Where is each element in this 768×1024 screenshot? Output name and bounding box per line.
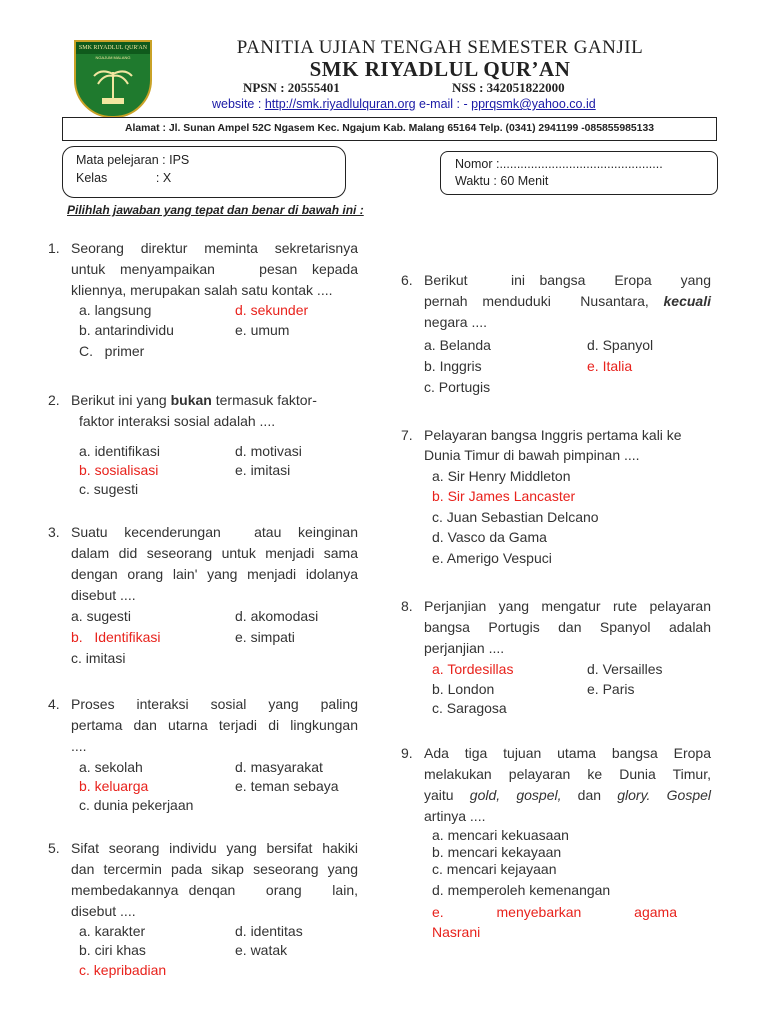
- q5-option-b[interactable]: b. ciri khas: [79, 942, 146, 958]
- q1-line: kliennya, merupakan salah satu kontak ....: [71, 282, 333, 298]
- q9-option-d[interactable]: d. memperoleh kemenangan: [432, 882, 611, 898]
- q4-number: 4.: [48, 696, 60, 712]
- q9-number: 9.: [401, 745, 413, 761]
- q6-option-e[interactable]: e. Italia: [587, 358, 633, 374]
- q5-option-d[interactable]: d. identitas: [235, 923, 303, 939]
- q8-option-d[interactable]: d. Versailles: [587, 661, 663, 677]
- q1-number: 1.: [48, 240, 60, 256]
- logo-text: SMK RIYADLUL QUR'AN: [76, 42, 150, 54]
- committee-title: PANITIA UJIAN TENGAH SEMESTER GANJIL: [236, 37, 644, 58]
- q9-line: melakukan pelayaran ke Dunia Timur,: [424, 766, 711, 782]
- q2-number: 2.: [48, 392, 60, 408]
- q3-line: Suatu kecenderungan atau keinginan: [71, 524, 358, 540]
- q3-number: 3.: [48, 524, 60, 540]
- q7-line: Pelayaran bangsa Inggris pertama kali ke: [424, 427, 682, 443]
- q3-option-b[interactable]: b. Identifikasi: [71, 629, 161, 645]
- q1-option-e[interactable]: e. umum: [235, 322, 290, 338]
- q8-option-b[interactable]: b. London: [432, 681, 495, 697]
- q6-line: Berikut ini bangsa Eropa yang: [424, 272, 711, 288]
- q2-line: [71, 392, 317, 408]
- q6-text: pernah menduduki Nusantara,: [424, 293, 664, 309]
- q5-line: Sifat seorang individu yang bersifat hakiki: [71, 840, 358, 856]
- q9-line: Ada tiga tujuan utama bangsa Eropa: [424, 745, 711, 761]
- email-label: e-mail : -: [415, 97, 472, 111]
- q8-line: bangsa Portugis dan Spanyol adalah: [424, 619, 711, 635]
- logo-subtext: NGAJUM MALANG: [95, 55, 131, 60]
- q9-option-a[interactable]: a. mencari kekuasaan: [432, 827, 569, 843]
- q7-option-a[interactable]: a. Sir Henry Middleton: [432, 468, 571, 484]
- q6-emphasis: kecuali: [663, 293, 711, 309]
- q9-option-b[interactable]: b. mencari kekayaan: [432, 844, 562, 860]
- q4-option-b[interactable]: b. keluarga: [79, 778, 149, 794]
- q2-text: Berikut ini yang: [71, 392, 171, 408]
- q1-option-a[interactable]: a. langsung: [79, 302, 152, 318]
- q2-option-b[interactable]: b. sosialisasi: [79, 462, 159, 478]
- q4-line: pertama dan utarna terjadi di lingkungan: [71, 717, 358, 733]
- address-bar: Alamat : Jl. Sunan Ampel 52C Ngasem Kec. Ngajum Kab. Malang 65164 Telp. (0341) 2941199 -085855985133: [62, 117, 717, 141]
- q7-line: Dunia Timur di bawah pimpinan ....: [424, 447, 640, 463]
- npsn: NPSN : 20555401: [243, 80, 340, 95]
- q3-line: disebut ....: [71, 587, 136, 603]
- q7-option-d[interactable]: d. Vasco da Gama: [432, 529, 547, 545]
- q3-line: dalam did seseorang untuk menjadi sama: [71, 545, 358, 561]
- q9-line: artinya ....: [424, 808, 486, 824]
- q6-number: 6.: [401, 272, 413, 288]
- website-link[interactable]: http://smk.riyadlulquran.org: [264, 97, 416, 111]
- q5-line: dan tercermin pada sikap seseorang yang: [71, 861, 358, 877]
- instruction: Pilihlah jawaban yang tepat dan benar di bawah ini :: [67, 203, 364, 217]
- email-link[interactable]: pprqsmk@yahoo.co.id: [471, 97, 596, 111]
- q8-option-c[interactable]: c. Saragosa: [432, 700, 507, 716]
- q2-option-a[interactable]: a. identifikasi: [79, 443, 160, 459]
- q9-option-e[interactable]: e. menyebarkan agama: [432, 904, 677, 920]
- q3-option-c[interactable]: c. imitasi: [71, 650, 126, 666]
- q9-option-c[interactable]: c. mencari kejayaan: [432, 861, 557, 877]
- q8-option-a[interactable]: a. Tordesillas: [432, 661, 514, 677]
- q2-line: faktor interaksi sosial adalah ....: [79, 413, 276, 429]
- palm-emblem-icon: [86, 60, 140, 110]
- q2-option-c[interactable]: c. sugesti: [79, 481, 139, 497]
- q1-line: Seorang direktur meminta sekretarisnya: [71, 240, 358, 256]
- time-label: Waktu : 60 Menit: [455, 174, 549, 188]
- q5-number: 5.: [48, 840, 60, 856]
- number-field: Nomor :...............................................: [455, 157, 663, 171]
- q6-line: negara ....: [424, 314, 488, 330]
- q9-line: [424, 787, 711, 803]
- q3-option-e[interactable]: e. simpati: [235, 629, 295, 645]
- website-label: website :: [212, 97, 265, 111]
- q2-text: termasuk faktor-: [211, 392, 317, 408]
- q9-text: yaitu: [424, 787, 470, 803]
- q1-line: untuk menyampaikan pesan kepada: [71, 261, 358, 277]
- q2-option-e[interactable]: e. imitasi: [235, 462, 291, 478]
- school-name: SMK RIYADLUL QUR’AN: [309, 57, 571, 81]
- q7-option-b[interactable]: b. Sir James Lancaster: [432, 488, 576, 504]
- q2-option-d[interactable]: d. motivasi: [235, 443, 302, 459]
- q1-option-c[interactable]: C. primer: [79, 343, 145, 359]
- q9-italic: glory. Gospel: [617, 787, 711, 803]
- q4-line: Proses interaksi sosial yang paling: [71, 696, 358, 712]
- q6-option-b[interactable]: b. Inggris: [424, 358, 482, 374]
- subject-label: Mata pelejaran : IPS: [76, 153, 190, 167]
- q5-line: membedakannya denqan orang lain,: [71, 882, 358, 898]
- q8-line: perjanjian ....: [424, 640, 505, 656]
- contact-line: [212, 97, 596, 111]
- q9-italic: gold, gospel,: [469, 787, 562, 803]
- q4-option-c[interactable]: c. dunia pekerjaan: [79, 797, 194, 813]
- q4-option-e[interactable]: e. teman sebaya: [235, 778, 339, 794]
- q5-option-c[interactable]: c. kepribadian: [79, 962, 167, 978]
- q4-option-a[interactable]: a. sekolah: [79, 759, 143, 775]
- q3-line: dengan orang lain' yang menjadi idolanya: [71, 566, 358, 582]
- q1-option-b[interactable]: b. antarindividu: [79, 322, 174, 338]
- q7-option-e[interactable]: e. Amerigo Vespuci: [432, 550, 552, 566]
- q7-number: 7.: [401, 427, 413, 443]
- q5-line: disebut ....: [71, 903, 136, 919]
- q4-line: ....: [71, 738, 87, 754]
- q2-emphasis: bukan: [170, 392, 212, 408]
- q9-text: dan: [561, 787, 618, 803]
- q3-option-d[interactable]: d. akomodasi: [235, 608, 319, 624]
- q8-option-e[interactable]: e. Paris: [587, 681, 635, 697]
- q6-line: [424, 293, 711, 309]
- q1-option-d[interactable]: d. sekunder: [235, 302, 309, 318]
- q5-option-e[interactable]: e. watak: [235, 942, 288, 958]
- q3-option-a[interactable]: a. sugesti: [71, 608, 131, 624]
- q8-line: Perjanjian yang mengatur rute pelayaran: [424, 598, 711, 614]
- q6-option-d[interactable]: d. Spanyol: [587, 337, 654, 353]
- q8-number: 8.: [401, 598, 413, 614]
- q7-option-c[interactable]: c. Juan Sebastian Delcano: [432, 509, 599, 525]
- nss: NSS : 342051822000: [452, 80, 565, 95]
- class-label: Kelas : X: [76, 171, 172, 185]
- q5-option-a[interactable]: a. karakter: [79, 923, 146, 939]
- school-logo: [74, 40, 152, 118]
- q6-option-a[interactable]: a. Belanda: [424, 337, 491, 353]
- q6-option-c[interactable]: c. Portugis: [424, 379, 491, 395]
- q9-option-e-cont[interactable]: Nasrani: [432, 924, 481, 940]
- q4-option-d[interactable]: d. masyarakat: [235, 759, 323, 775]
